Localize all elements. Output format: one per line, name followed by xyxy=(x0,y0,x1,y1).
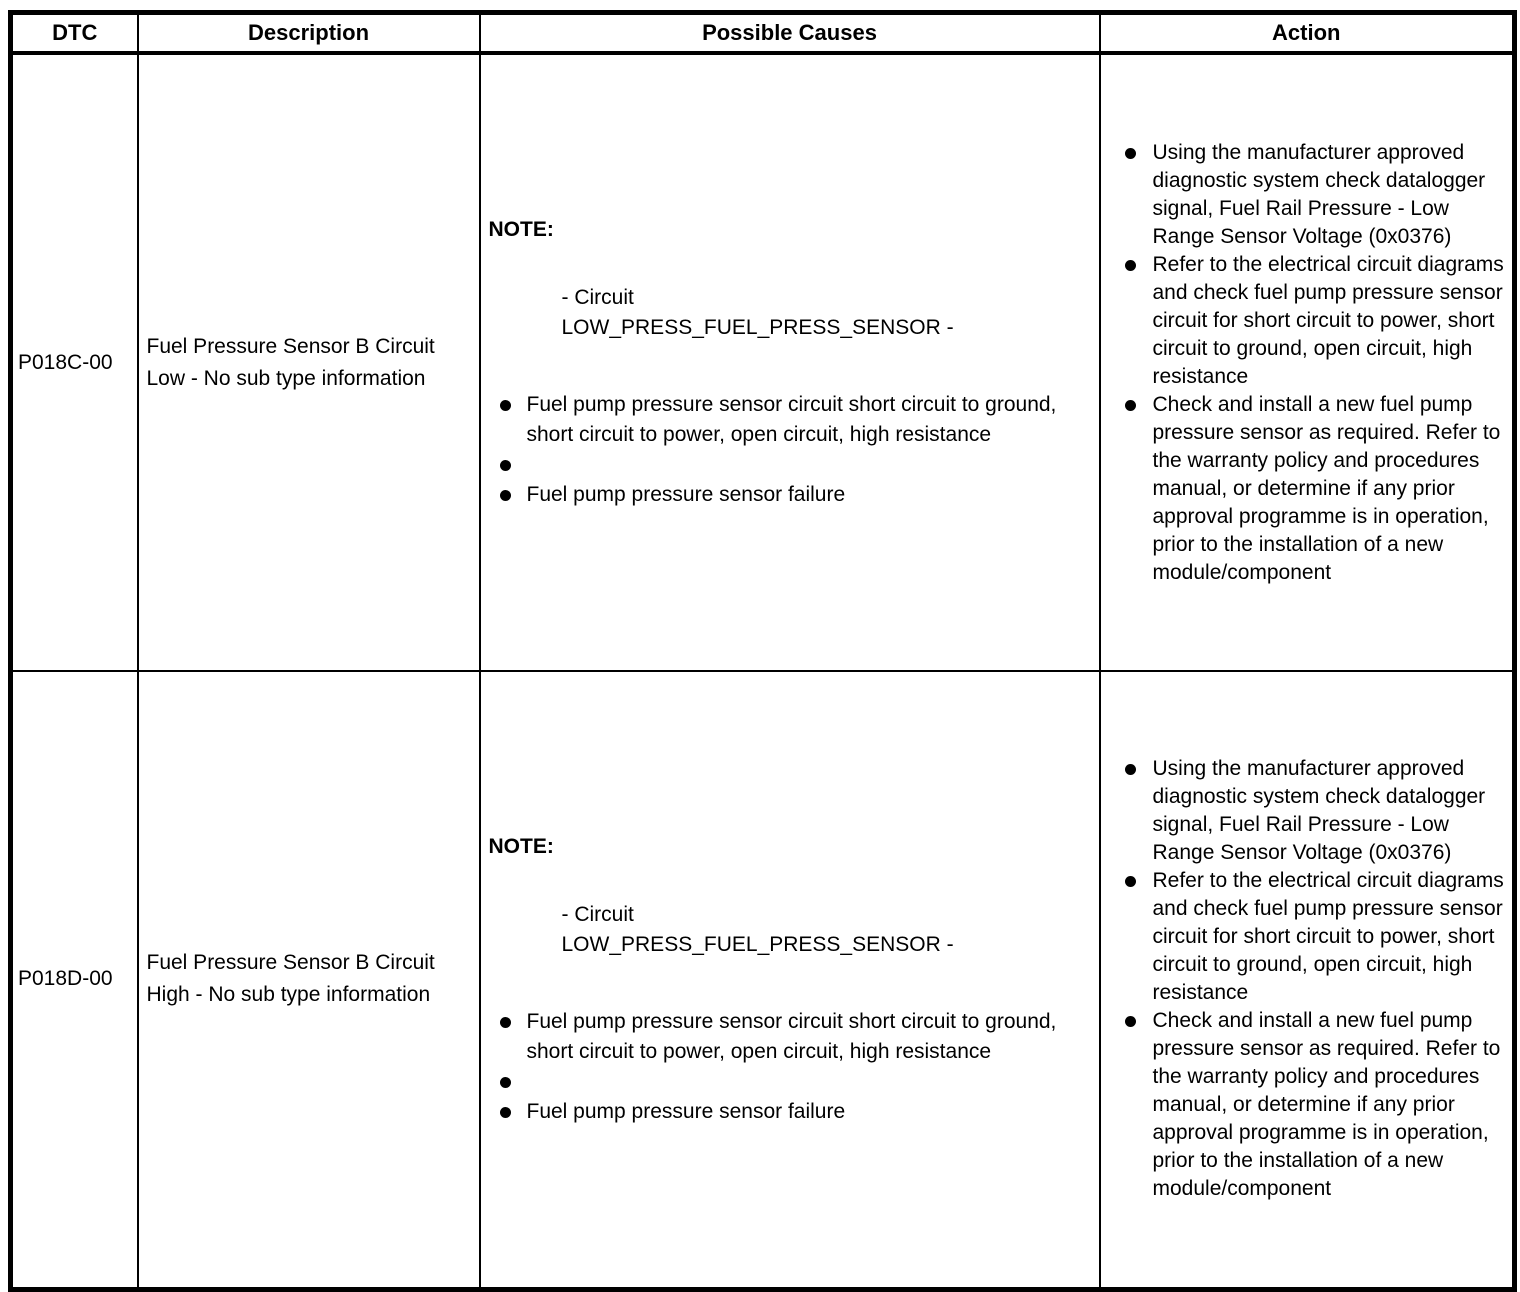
possible-causes-cell xyxy=(480,53,1100,671)
cause-item: Fuel pump pressure sensor circuit short circuit to ground, short circuit to power, open circuit, high resistance xyxy=(489,390,1091,450)
note-line: LOW_PRESS_FUEL_PRESS_SENSOR - xyxy=(561,316,954,339)
note-label: NOTE: xyxy=(488,218,554,241)
causes-list xyxy=(489,1007,1091,1127)
action-item: Check and install a new fuel pump pressure sensor as required. Refer to the warranty policy and procedures manual, or determine if any prior approval programme is in operation, prior to the installation of a new module/component xyxy=(1109,391,1511,587)
action-item: Check and install a new fuel pump pressure sensor as required. Refer to the warranty policy and procedures manual, or determine if any prior approval programme is in operation, prior to the installation of a new module/component xyxy=(1109,1007,1511,1203)
causes-list xyxy=(489,390,1091,510)
note-label: NOTE: xyxy=(488,834,554,858)
description-cell: Fuel Pressure Sensor B Circuit High - No sub type information xyxy=(138,671,480,1289)
table-row xyxy=(11,671,1515,1289)
header-row xyxy=(11,13,1515,54)
cause-item xyxy=(489,1067,1091,1097)
action-item: Using the manufacturer approved diagnostic system check datalogger signal, Fuel Rail Pressure - Low Range Sensor Voltage (0x0376) xyxy=(1109,755,1511,867)
cause-item xyxy=(489,450,1091,480)
note-lines xyxy=(562,900,1091,960)
note-block xyxy=(489,832,1091,960)
cause-item: Fuel pump pressure sensor failure xyxy=(489,1097,1091,1127)
column-header-possible-causes: Possible Causes xyxy=(480,13,1100,54)
note-line: - Circuit xyxy=(561,286,634,309)
action-item: Refer to the electrical circuit diagrams and check fuel pump pressure sensor circuit for short circuit to power, short circuit to ground, open circuit, high resistance xyxy=(1109,251,1511,391)
action-cell xyxy=(1100,53,1515,671)
dtc-cell: P018D-00 xyxy=(11,671,138,1289)
possible-causes-cell xyxy=(480,671,1100,1289)
note-line: LOW_PRESS_FUEL_PRESS_SENSOR - xyxy=(561,932,954,956)
dtc-cell: P018C-00 xyxy=(11,53,138,671)
note-lines xyxy=(562,283,1091,343)
cause-item: Fuel pump pressure sensor failure xyxy=(489,480,1091,510)
action-cell xyxy=(1100,671,1515,1289)
cause-item: Fuel pump pressure sensor circuit short circuit to ground, short circuit to power, open circuit, high resistance xyxy=(489,1007,1091,1067)
action-list xyxy=(1109,755,1511,1203)
column-header-description: Description xyxy=(138,13,480,54)
action-item: Refer to the electrical circuit diagrams and check fuel pump pressure sensor circuit for short circuit to power, short circuit to ground, open circuit, high resistance xyxy=(1109,867,1511,1007)
column-header-action: Action xyxy=(1100,13,1515,54)
action-list xyxy=(1109,139,1511,587)
table-row xyxy=(11,53,1515,671)
description-cell: Fuel Pressure Sensor B Circuit Low - No sub type information xyxy=(138,53,480,671)
dtc-table xyxy=(8,10,1517,1292)
action-item: Using the manufacturer approved diagnostic system check datalogger signal, Fuel Rail Pressure - Low Range Sensor Voltage (0x0376) xyxy=(1109,139,1511,251)
note-line: - Circuit xyxy=(561,902,634,926)
column-header-dtc: DTC xyxy=(11,13,138,54)
note-block xyxy=(489,215,1091,343)
